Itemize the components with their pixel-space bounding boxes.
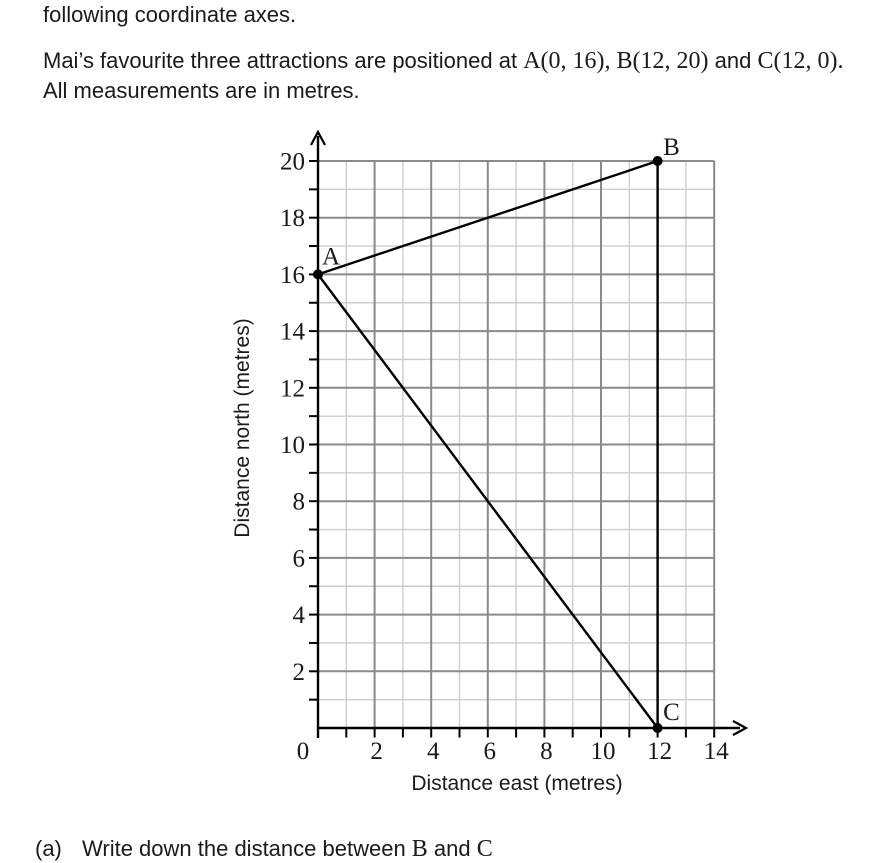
y-tick-label: 12 [280, 375, 305, 403]
point-dot-B [653, 156, 663, 166]
point-label-B: B [663, 134, 680, 161]
point-dot-C [653, 723, 663, 733]
x-axis-title: Distance east (metres) [411, 772, 623, 795]
y-tick-label: 20 [280, 148, 305, 176]
question-a-clipped [35, 836, 493, 863]
point-dot-A [313, 269, 323, 279]
problem-text-before: Mai’s favourite three attractions are positioned at [43, 48, 524, 73]
question-a-and: and [427, 836, 477, 861]
coordinate-a: A(0, 16) [523, 48, 605, 74]
question-a-label: (a) [35, 836, 62, 861]
axes [311, 132, 746, 738]
question-a-point-b: B [411, 836, 428, 862]
coordinate-separator: , [604, 48, 617, 74]
question-a-text: Write down the distance between [82, 836, 412, 861]
tick-labels [280, 149, 729, 766]
x-tick-label: 12 [647, 738, 673, 765]
x-tick-label: 8 [540, 738, 553, 765]
problem-line-2: All measurements are in metres. [43, 78, 360, 103]
x-tick-label: 4 [426, 738, 440, 765]
problem-text-and: and [708, 48, 758, 73]
y-tick-label: 6 [292, 545, 305, 573]
sentence-period: . [837, 48, 844, 74]
x-tick-label: 14 [703, 738, 729, 765]
y-tick-label: 10 [280, 432, 305, 459]
x-tick-label: 6 [483, 738, 497, 765]
x-tick-label: 2 [370, 738, 383, 765]
y-tick-label: 18 [280, 205, 305, 233]
y-tick-label: 14 [280, 318, 305, 346]
y-tick-label: 4 [292, 602, 305, 630]
y-axis-title: Distance north (metres) [231, 318, 254, 538]
intro-text: following coordinate axes. [43, 2, 297, 27]
point-label-A: A [322, 243, 341, 271]
y-tick-label: 16 [280, 261, 305, 289]
question-a-point-c: C [476, 836, 493, 862]
x-tick-label: 10 [590, 738, 616, 765]
y-tick-label: 8 [292, 488, 305, 516]
axis-ticks [309, 161, 714, 738]
coordinate-c: C(12, 0) [757, 48, 838, 74]
coordinate-b: B(12, 20) [616, 48, 709, 74]
origin-label: 0 [296, 738, 310, 765]
y-tick-label: 2 [292, 658, 305, 686]
point-label-C: C [663, 699, 680, 726]
